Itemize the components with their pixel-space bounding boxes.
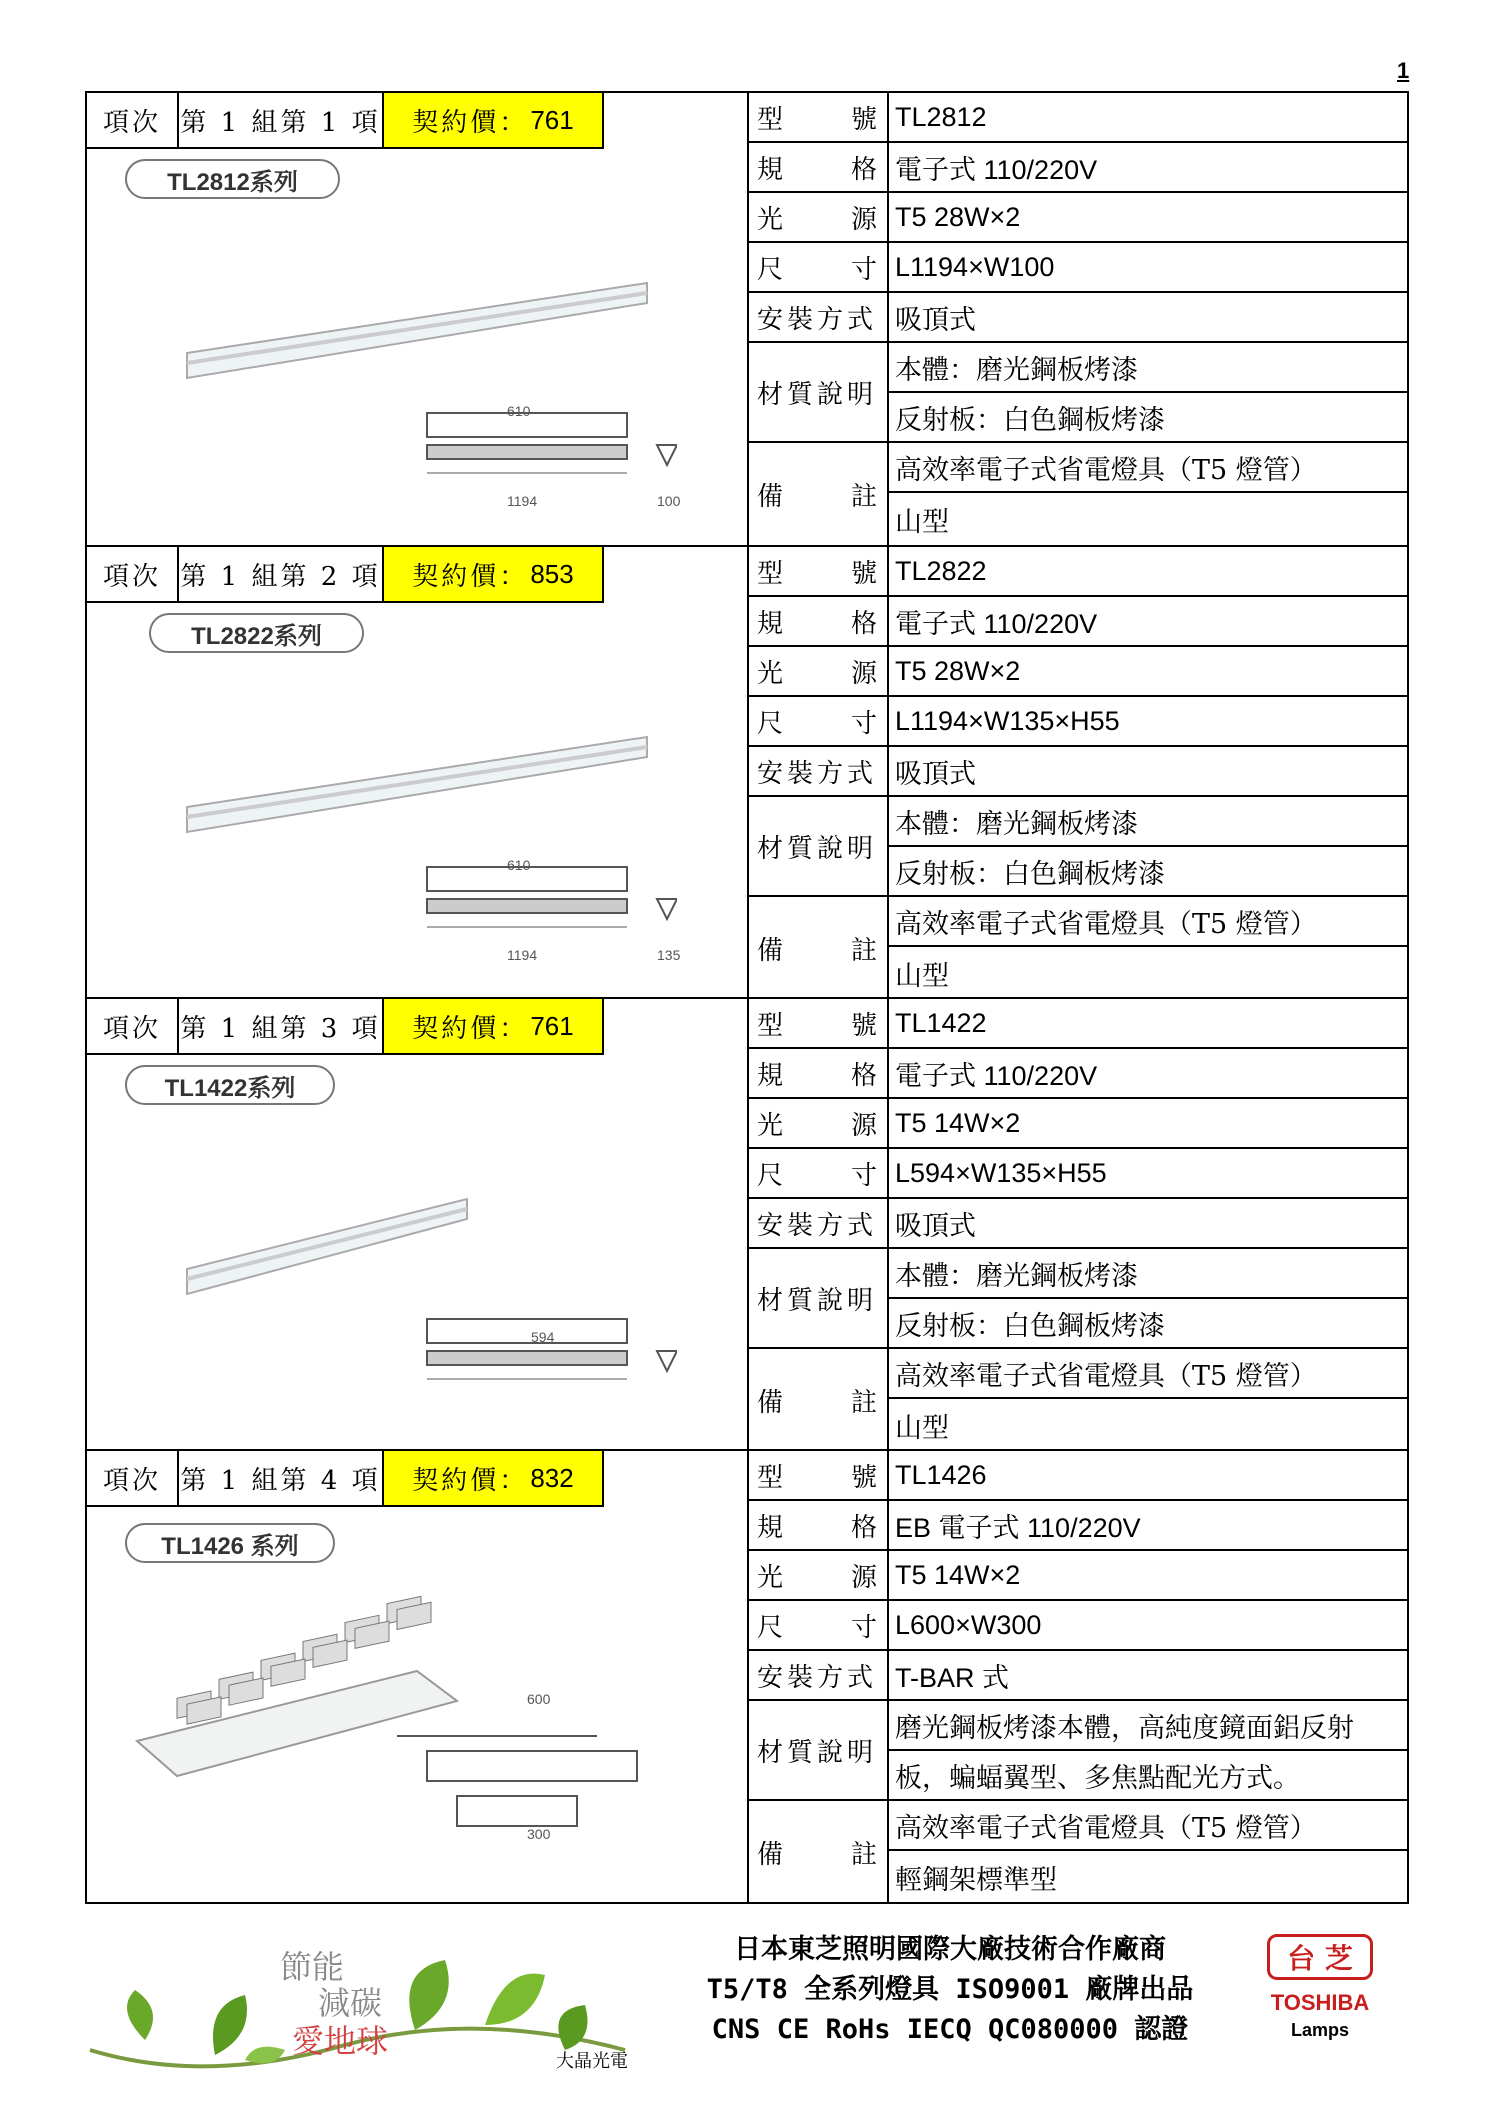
spec-row-install (747, 1651, 1407, 1701)
item-index: 第 1 組第 1 項 (179, 93, 384, 149)
spec-value-note: 山型 (895, 506, 949, 538)
slogan-line-3: 愛地球 (292, 2023, 389, 2059)
spec-value-size: L600×W300 (895, 1609, 1042, 1640)
spec-row-size (747, 1149, 1407, 1199)
price-value: 761 (530, 1010, 574, 1041)
spec-label-char: 規 (757, 154, 784, 185)
spec-label-size (747, 243, 889, 291)
spec-label-char: 寸 (850, 1160, 877, 1191)
spec-value-install: 吸頂式 (895, 304, 976, 335)
spec-value-note: 高效率電子式省電燈具（T5 燈管） (889, 897, 1407, 947)
spec-label-light (747, 1099, 889, 1147)
spec-value-size: L594×W135×H55 (895, 1157, 1107, 1188)
item-header (87, 1451, 604, 1507)
spec-label-material: 材質說明 (747, 343, 889, 443)
spec-row-light (747, 1551, 1407, 1601)
spec-value-model: TL1426 (895, 1459, 987, 1490)
spec-value-material: 本體：磨光鋼板烤漆 (889, 1249, 1407, 1299)
product-block (87, 545, 1407, 998)
spec-row-spec (747, 143, 1407, 193)
spec-value-material: 本體：磨光鋼板烤漆 (889, 343, 1407, 393)
spec-label-size (747, 697, 889, 745)
spec-label-char: 尺 (757, 254, 784, 285)
spec-row-size (747, 243, 1407, 293)
price-value: 761 (530, 104, 574, 135)
spec-label-material: 材質說明 (747, 1249, 889, 1349)
series-badge: TL2812系列 (125, 159, 340, 199)
spec-value-material: 反射板：白色鋼板烤漆 (889, 393, 1407, 443)
spec-label-char: 規 (757, 608, 784, 639)
item-label: 項次 (87, 999, 179, 1055)
spec-value-material: 板，蝙蝠翼型、多焦點配光方式。 (889, 1751, 1407, 1801)
product-table (85, 91, 1409, 1904)
spec-value-model: TL2822 (895, 555, 987, 586)
spec-label-char: 號 (850, 1462, 877, 1493)
spec-label-install: 安裝方式 (747, 1199, 889, 1247)
fixture-illustration (117, 1541, 677, 1881)
spec-label-light (747, 193, 889, 241)
spec-row-spec (747, 597, 1407, 647)
spec-label-char: 源 (850, 658, 877, 689)
spec-label-note (747, 443, 889, 545)
cert-line-3: CNS CE RoHs IECQ QC080000 認證 (711, 2014, 1189, 2045)
brand-small: 大晶光電 (556, 2051, 628, 2071)
spec-row-size (747, 1601, 1407, 1651)
fixture-illustration (117, 637, 677, 977)
spec-label-material: 材質說明 (747, 1701, 889, 1801)
spec-label-char: 光 (757, 658, 784, 689)
spec-row-install (747, 747, 1407, 797)
spec-table (747, 547, 1407, 999)
spec-row-install (747, 1199, 1407, 1249)
product-image-area (87, 547, 749, 998)
spec-label-spec (747, 597, 889, 645)
price-value: 853 (530, 558, 574, 589)
spec-label-char: 尺 (757, 708, 784, 739)
spec-value-size: L1194×W135×H55 (895, 705, 1120, 736)
spec-value-size: L1194×W100 (895, 251, 1055, 282)
price-prefix: 契約價： (412, 1465, 529, 1496)
spec-value-spec: 電子式 110/220V (895, 608, 1098, 639)
spec-row-light (747, 1099, 1407, 1149)
dimension-label: 135 (657, 947, 681, 963)
spec-label-char: 號 (850, 104, 877, 135)
spec-label-char: 備 (757, 481, 784, 512)
spec-label-char: 光 (757, 1562, 784, 1593)
spec-value-material: 反射板：白色鋼板烤漆 (889, 1299, 1407, 1349)
page-number: 1 (1397, 58, 1410, 83)
item-index: 第 1 組第 4 項 (179, 1451, 384, 1507)
spec-label-char: 格 (850, 1512, 877, 1543)
spec-label-char: 型 (757, 1462, 784, 1493)
fixture-illustration (117, 183, 677, 523)
spec-label-char: 註 (850, 1839, 877, 1870)
price-value: 832 (530, 1462, 574, 1493)
dimension-label: 610 (507, 403, 531, 419)
certification-text (690, 1930, 1210, 2050)
dimension-label: 1194 (507, 947, 538, 963)
spec-value-material: 本體：磨光鋼板烤漆 (889, 797, 1407, 847)
spec-row-spec (747, 1501, 1407, 1551)
toshiba-logo (1255, 1934, 1385, 2041)
spec-row-light (747, 193, 1407, 243)
dimension-label: 100 (657, 493, 681, 509)
spec-label-char: 備 (757, 1387, 784, 1418)
spec-label-light (747, 1551, 889, 1599)
contract-price (384, 1451, 604, 1507)
spec-value-material: 磨光鋼板烤漆本體，高純度鏡面鋁反射 (889, 1701, 1407, 1751)
toshiba-logo-sub: Lamps (1290, 2020, 1350, 2040)
spec-label-model (747, 999, 889, 1047)
spec-value-note: 高效率電子式省電燈具（T5 燈管） (889, 1801, 1407, 1851)
spec-row-spec (747, 1049, 1407, 1099)
spec-row-size (747, 697, 1407, 747)
spec-label-model (747, 547, 889, 595)
spec-label-char: 格 (850, 154, 877, 185)
spec-label-char: 備 (757, 1839, 784, 1870)
spec-value-model: TL2812 (895, 101, 987, 132)
item-label: 項次 (87, 93, 179, 149)
spec-row-model (747, 93, 1407, 143)
spec-label-char: 寸 (850, 1612, 877, 1643)
spec-table (747, 1451, 1407, 1903)
spec-value-note: 山型 (895, 960, 949, 992)
spec-label-char: 尺 (757, 1160, 784, 1191)
spec-value-model: TL1422 (895, 1007, 987, 1038)
spec-value-material: 反射板：白色鋼板烤漆 (889, 847, 1407, 897)
spec-label-char: 規 (757, 1512, 784, 1543)
dimension-label: 610 (507, 857, 531, 873)
spec-label-install: 安裝方式 (747, 747, 889, 795)
spec-value-light: T5 14W×2 (895, 1107, 1021, 1138)
spec-label-note (747, 897, 889, 999)
footer (0, 1920, 1489, 2100)
spec-value-spec: 電子式 110/220V (895, 1060, 1098, 1091)
spec-value-light: T5 28W×2 (895, 201, 1021, 232)
dimension-label: 600 (527, 1691, 551, 1707)
slogan-line-2: 減碳 (318, 1985, 383, 2021)
spec-label-char: 規 (757, 1060, 784, 1091)
cert-line-1: 日本東芝照明國際大廠技術合作廠商 (734, 1934, 1166, 1965)
spec-label-note (747, 1801, 889, 1903)
spec-label-char: 光 (757, 204, 784, 235)
spec-label-install: 安裝方式 (747, 293, 889, 341)
spec-label-char: 型 (757, 1010, 784, 1041)
spec-value-spec: 電子式 110/220V (895, 154, 1098, 185)
product-block (87, 93, 1407, 546)
item-label: 項次 (87, 1451, 179, 1507)
spec-label-char: 源 (850, 1562, 877, 1593)
spec-label-char: 型 (757, 558, 784, 589)
spec-label-char: 源 (850, 1110, 877, 1141)
spec-value-install: 吸頂式 (895, 1210, 976, 1241)
price-prefix: 契約價： (412, 1013, 529, 1044)
toshiba-logo-cn: 台 芝 (1267, 1934, 1373, 1980)
product-block (87, 1449, 1407, 1902)
spec-label-char: 備 (757, 935, 784, 966)
series-badge: TL1426 系列 (125, 1523, 335, 1563)
series-badge: TL2822系列 (149, 613, 364, 653)
spec-value-spec: EB 電子式 110/220V (895, 1512, 1141, 1543)
spec-value-light: T5 14W×2 (895, 1559, 1021, 1590)
spec-label-size (747, 1149, 889, 1197)
dimension-label: 300 (527, 1826, 551, 1842)
spec-label-char: 註 (850, 481, 877, 512)
spec-label-char: 型 (757, 104, 784, 135)
spec-label-char: 尺 (757, 1612, 784, 1643)
spec-label-material: 材質說明 (747, 797, 889, 897)
spec-row-model (747, 1451, 1407, 1501)
spec-label-char: 源 (850, 204, 877, 235)
spec-label-spec (747, 1501, 889, 1549)
fixture-illustration (117, 1089, 677, 1429)
spec-value-note: 山型 (895, 1412, 949, 1444)
spec-label-spec (747, 1049, 889, 1097)
toshiba-logo-en: TOSHIBA (1270, 1990, 1370, 2015)
spec-label-note (747, 1349, 889, 1451)
spec-label-char: 註 (850, 935, 877, 966)
spec-label-spec (747, 143, 889, 191)
spec-label-char: 寸 (850, 254, 877, 285)
product-block (87, 997, 1407, 1450)
spec-row-model (747, 999, 1407, 1049)
series-badge: TL1422系列 (125, 1065, 335, 1105)
item-header (87, 93, 604, 149)
price-prefix: 契約價： (412, 107, 529, 138)
item-header (87, 999, 604, 1055)
spec-label-char: 光 (757, 1110, 784, 1141)
spec-value-light: T5 28W×2 (895, 655, 1021, 686)
product-image-area (87, 93, 749, 546)
cert-line-2: T5/T8 全系列燈具 ISO9001 廠牌出品 (706, 1974, 1194, 2005)
spec-label-char: 註 (850, 1387, 877, 1418)
dimension-label: 1194 (507, 493, 538, 509)
dimension-label: 594 (531, 1329, 555, 1345)
spec-table (747, 93, 1407, 545)
spec-label-light (747, 647, 889, 695)
spec-row-install (747, 293, 1407, 343)
spec-label-model (747, 1451, 889, 1499)
spec-row-light (747, 647, 1407, 697)
product-image-area (87, 1451, 749, 1902)
product-image-area (87, 999, 749, 1450)
item-header (87, 547, 604, 603)
spec-value-install: 吸頂式 (895, 758, 976, 789)
contract-price (384, 547, 604, 603)
spec-label-size (747, 1601, 889, 1649)
spec-row-model (747, 547, 1407, 597)
spec-table (747, 999, 1407, 1451)
spec-label-model (747, 93, 889, 141)
contract-price (384, 93, 604, 149)
spec-value-note: 輕鋼架標準型 (895, 1864, 1057, 1896)
spec-value-note: 高效率電子式省電燈具（T5 燈管） (889, 443, 1407, 493)
slogan-line-1: 節能 (280, 1949, 345, 1985)
spec-label-char: 寸 (850, 708, 877, 739)
spec-value-install: T-BAR 式 (895, 1662, 1010, 1693)
item-index: 第 1 組第 3 項 (179, 999, 384, 1055)
price-prefix: 契約價： (412, 561, 529, 592)
spec-label-install: 安裝方式 (747, 1651, 889, 1699)
spec-label-char: 格 (850, 608, 877, 639)
item-label: 項次 (87, 547, 179, 603)
spec-label-char: 格 (850, 1060, 877, 1091)
spec-label-char: 號 (850, 558, 877, 589)
item-index: 第 1 組第 2 項 (179, 547, 384, 603)
contract-price (384, 999, 604, 1055)
spec-value-note: 高效率電子式省電燈具（T5 燈管） (889, 1349, 1407, 1399)
spec-label-char: 號 (850, 1010, 877, 1041)
